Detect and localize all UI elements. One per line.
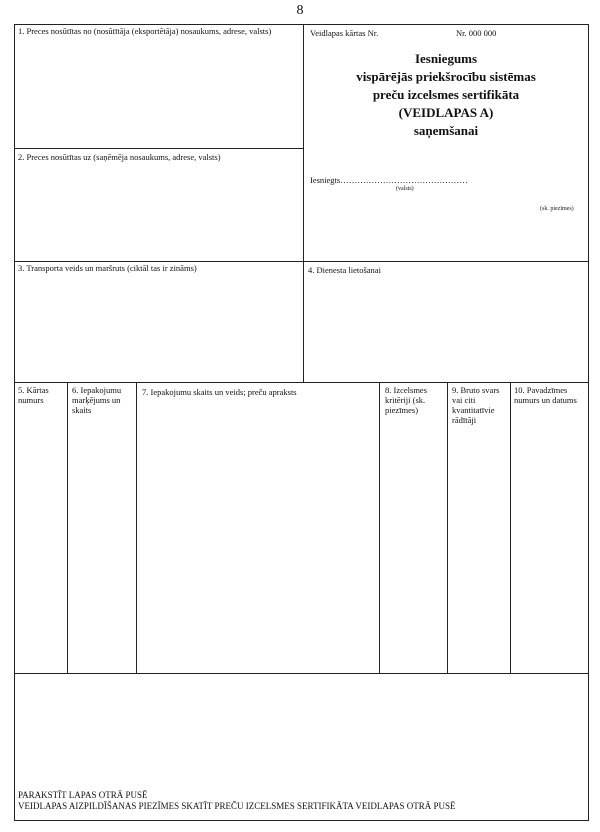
title-line-1: Iesniegums [414, 51, 478, 66]
box-3-transport-label: 3. Transporta veids un maršruts (ciktāl tas ir zināms) [18, 263, 197, 273]
box-7-description-label: 7. Iepakojumu skaits un veids; preču apraksts [142, 387, 297, 397]
see-notes-caption: (sk. piezīmes) [540, 206, 574, 212]
title-line-3: preču izcelsmes sertifikāta [372, 87, 520, 102]
box-9-gross-weight-label: 9. Bruto svars vai citi kvantitatīvie rādītāji [452, 385, 500, 425]
divider-left-right [303, 24, 304, 382]
form-series-label: Veidlapas kārtas Nr. [310, 28, 379, 38]
footer-instructions-note: VEIDLAPAS AIZPILDĪŠANAS PIEZĪMES SKATĪT PREČU IZCELSMES SERTIFIKĀTA VEIDLAPAS OTRĀ PUSĒ [18, 801, 456, 811]
form-title [306, 50, 586, 140]
form-footer [18, 790, 588, 812]
divider-row4-row5 [14, 673, 589, 674]
footer-sign-note: PARAKSTĪT LAPAS OTRĀ PUSĒ [18, 790, 148, 800]
divider-col8-col9 [447, 382, 448, 673]
box-5-item-number-label: 5. Kārtas numurs [18, 385, 49, 405]
divider-col7-col8 [379, 382, 380, 673]
box-6-marks-label: 6. Iepakojumu marķējums un skaits [72, 385, 122, 415]
box-8-origin-criterion-label: 8. Izcelsmes kritēriji (sk. piezīmes) [385, 385, 428, 415]
divider-col6-col7 [136, 382, 137, 673]
country-caption: (valsts) [396, 186, 414, 192]
issued-in-field[interactable]: Iesniegts……………………………………… [310, 175, 468, 185]
title-line-2: vispārējās priekšrocību sistēmas [356, 69, 536, 84]
divider-row3-row4 [14, 382, 589, 383]
box-2-consignee-label: 2. Preces nosūtītas uz (saņēmēja nosaukums, adrese, valsts) [18, 152, 221, 162]
divider-col9-col10 [510, 382, 511, 673]
page-number: 8 [296, 3, 304, 18]
box-10-invoice-label: 10. Pavadzīmes numurs un datums [514, 385, 577, 405]
title-line-4: (VEIDLAPAS A) [398, 105, 494, 120]
box-1-consignor-label: 1. Preces nosūtītas no (nosūtītāja (eksportētāja) nosaukums, adrese, valsts) [18, 26, 272, 36]
title-line-5: saņemšanai [413, 123, 479, 138]
divider-row2-row3 [14, 261, 589, 262]
form-number: Nr. 000 000 [456, 28, 497, 38]
box-4-official-use-label: 4. Dienesta lietošanai [308, 265, 381, 275]
divider-box1-box2 [14, 148, 303, 149]
divider-col5-col6 [67, 382, 68, 673]
